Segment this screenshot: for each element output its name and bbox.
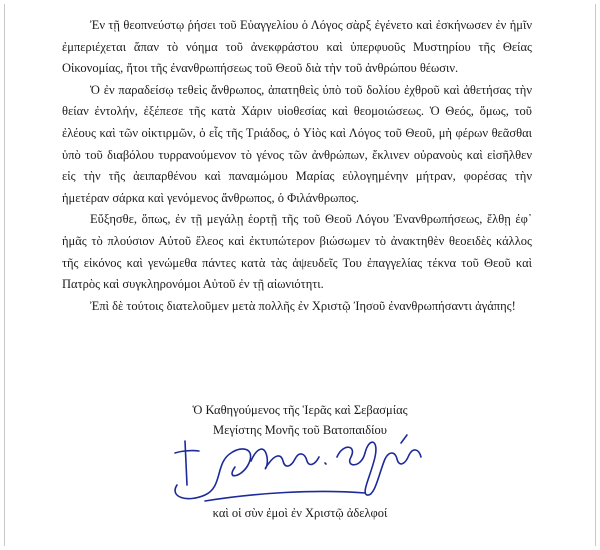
signatory-line-2: Μεγίστης Μονῆς τοῦ Βατοπαιδίου [213, 423, 387, 437]
signature-cross-stroke [185, 441, 187, 485]
signatory-line-3: καὶ οἱ σὺν ἐμοὶ ἐν Χριστῷ ἀδελφοί [212, 506, 388, 520]
signature-cross-bar [175, 451, 199, 453]
letter-body [62, 15, 532, 317]
signatory-line-1: Ὁ Καθηγούμενος τῆς Ἱερᾶς καὶ Σεβασμίας [192, 403, 408, 417]
signature-accent [401, 435, 407, 443]
signature-underline [205, 491, 365, 501]
signature-word-1 [251, 449, 319, 469]
paragraph-3: Εὔξησθε, ὅπως, ἐν τῇ μεγάλῃ ἑορτῇ τῆς τοῦ Θεοῦ Λόγου Ἐνανθρωπήσεως, ἔλθῃ ἐφ᾿ ἡμᾶς τὸ πλούσιον Αὐτοῦ ἔλεος καὶ ἐκτυπώτερον βιώσωμεν τὸ ἀνακτηθὲν θεοειδὲς κάλλος τῆς εἰκόνος καὶ γενώμεθα πάντες κατὰ τὰς ἀψευδεῖς Του ἐπαγγελίας τέκνα τοῦ Θεοῦ καὶ Πατρὸς καὶ συγκληρονόμοι Αὐτοῦ ἐν τῇ αἰωνιότητι. [62, 212, 532, 292]
signatory-footer [0, 503, 600, 523]
signature-dot [325, 463, 326, 464]
paragraph-1: Ἐν τῇ θεοπνεύστῳ ῥήσει τοῦ Εὐαγγελίου ὁ Λόγος σὰρξ ἐγένετο καὶ ἐσκήνωσεν ἐν ἡμῖν ἐμπεριέχεται ἅπαν τὸ νόημα τοῦ ἀνεκφράστου καὶ ὑπερφυοῦς Μυστηρίου τῆς Θείας Οἰκονομίας, ἤτοι τῆς ἐνανθρωπήσεως τοῦ Θεοῦ διὰ τὴν τοῦ ἀνθρώπου θέωσιν. [62, 18, 532, 76]
handwritten-signature [165, 423, 435, 505]
paragraph-4: Ἐπὶ δὲ τούτοις διατελοῦμεν μετὰ πολλῆς ἐν Χριστῷ Ἰησοῦ ἐνανθρωπήσαντι ἀγάπης! [90, 298, 516, 313]
paragraph-2: Ὁ ἐν παραδείσῳ τεθεὶς ἄνθρωπος, ἀπατηθεὶς ὑπὸ τοῦ δολίου ἐχθροῦ καὶ ἀθετήσας τὴν θείαν ἐντολήν, ἐξέπεσε τῆς κατὰ Χάριν υἱοθεσίας καὶ θεομοιώσεως. Ὁ Θεός, ὅμως, τοῦ ἐλέους καὶ τῶν οἰκτιρμῶν, ὁ εἷς τῆς Τριάδος, ὁ Υἱὸς καὶ Λόγος τοῦ Θεοῦ, μὴ φέρων θεᾶσθαι ὑπὸ τοῦ διαβόλου τυρρανούμενον τὸ γένος τῶν ἀνθρώπων, ἔκλινεν οὐρανοὺς καὶ εἰσῆλθεν εἰς τὴν τῆς ἀειπαρθένου καὶ παναμώμου Μαρίας εὐλογημένην μήτραν, φορέσας τὴν ἡμετέραν σάρκα καὶ γενόμενος ἄνθρωπος, ὁ Φιλάνθρωπος. [62, 82, 532, 205]
signature-word-2 [337, 442, 421, 495]
